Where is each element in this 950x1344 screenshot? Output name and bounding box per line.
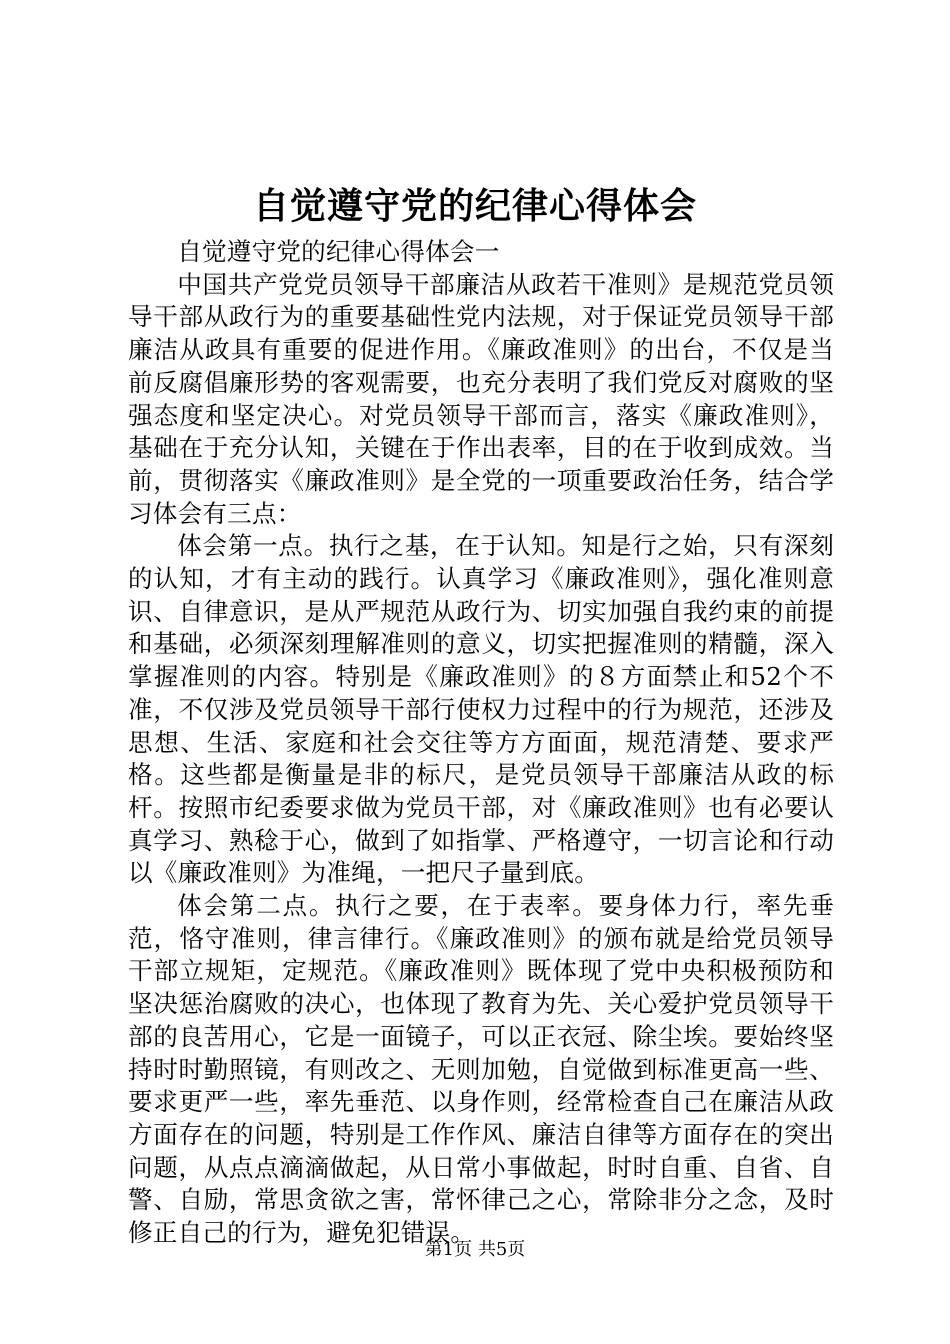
paragraph-subtitle: 自觉遵守党的纪律心得体会一: [177, 237, 500, 266]
paragraph-point-two: 体会第二点。执行之要，在于表率。要身体力行，率先垂范，恪守准则，律言律行。《廉政准则》的颁布就是给党员领导干部立规矩，定规范。《廉政准则》既体现了党中央积极预防和坚决惩治腐败的决心，也体现了教育为先、关心爱护党员领导干部的良苦用心，它是一面镜子，可以正衣冠、除尘埃。要始终坚持时时勤照镜，有则改之、无则加勉，自觉做到标准更高一些、要求更严一些，率先垂范、以身作则，经常检查自己在廉洁从政方面存在的问题，特别是工作作风、廉洁自律等方面存在的突出问题，从点点滴滴做起，从日常小事做起，时时自重、自省、自警、自励，常思贪欲之害，常怀律己之心，常除非分之念，及时修正自己的行为，避免犯错误。: [128, 891, 834, 1248]
paragraph-intro: 中国共产党党员领导干部廉洁从政若干准则》是规范党员领导干部从政行为的重要基础性党内法规，对于保证党员领导干部廉洁从政具有重要的促进作用。《廉政准则》的出台，不仅是当前反腐倡廉形势的客观需要，也充分表明了我们党反对腐败的坚强态度和坚定决心。对党员领导干部而言，落实《廉政准则》，基础在于充分认知，关键在于作出表率，目的在于收到成效。当前，贯彻落实《廉政准则》是全党的一项重要政治任务，结合学习体会有三点：: [128, 269, 834, 528]
paragraph-point-one: 体会第一点。执行之基，在于认知。知是行之始，只有深刻的认知，才有主动的践行。认真学习《廉政准则》，强化准则意识、自律意识，是从严规范从政行为、切实加强自我约束的前提和基础，必须深刻理解准则的意义，切实把握准则的精髓，深入掌握准则的内容。特别是《廉政准则》的８方面禁止和52个不准，不仅涉及党员领导干部行使权力过程中的行为规范，还涉及思想、生活、家庭和社会交往等方方面面，规范清楚、要求严格。这些都是衡量是非的标尺，是党员领导干部廉洁从政的标杆。按照市纪委要求做为党员干部，对《廉政准则》也有必要认真学习、熟稔于心，做到了如指掌、严格遵守，一切言论和行动以《廉政准则》为准绳，一把尺子量到底。: [128, 531, 834, 888]
page-footer: 第1页 共5页: [424, 1239, 526, 1260]
document-title: 自觉遵守党的纪律心得体会: [252, 186, 697, 227]
document-body: [128, 236, 834, 1250]
